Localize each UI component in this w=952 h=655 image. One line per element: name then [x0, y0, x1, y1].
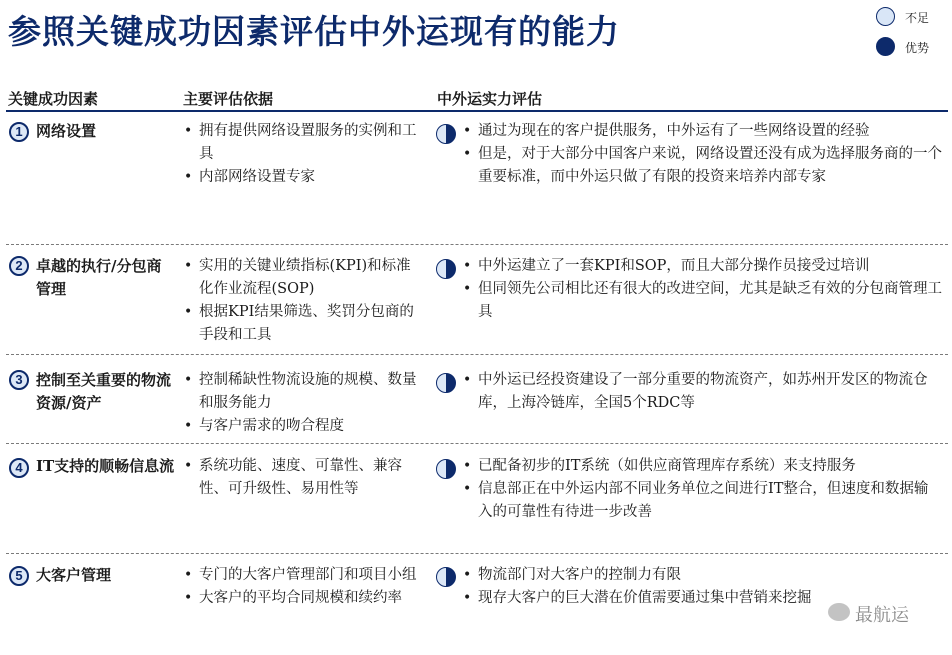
factor-label: 控制至关重要的物流资源/资产	[36, 371, 172, 412]
number-badge: 3	[9, 370, 29, 390]
number-badge: 2	[9, 256, 29, 276]
criteria-item: • 专门的大客户管理部门和项目小组	[183, 564, 421, 587]
number-badge: 4	[9, 458, 29, 478]
legend-advantage-label: 优势	[905, 41, 930, 55]
advantage-circle-icon	[876, 37, 895, 56]
header-factor: 关键成功因素	[8, 90, 99, 108]
half-circle-rating-icon	[436, 459, 456, 479]
assessment-item: • 信息部正在中外运内部不同业务单位之间进行IT整合，但速度和数据输入的可靠性有待进一步改善	[462, 478, 942, 524]
row-divider	[6, 244, 948, 245]
assessment-item: • 中外运建立了一套KPI和SOP，而且大部分操作员接受过培训	[462, 255, 942, 278]
assessment-list	[462, 255, 942, 324]
page-title: 参照关键成功因素评估中外运现有的能力	[8, 12, 620, 51]
criteria-item: • 内部网络设置专家	[183, 166, 421, 189]
criteria-item: • 根据KPI结果筛选、奖罚分包商的手段和工具	[183, 301, 421, 347]
criteria-item: • 控制稀缺性物流设施的规模、数量和服务能力	[183, 369, 421, 415]
row-divider	[6, 354, 948, 355]
assessment-item: • 物流部门对大客户的控制力有限	[462, 564, 942, 587]
assessment-item: • 通过为现在的客户提供服务，中外运有了一些网络设置的经验	[462, 120, 942, 143]
half-circle-rating-icon	[436, 567, 456, 587]
criteria-list	[183, 455, 421, 501]
number-badge: 5	[9, 566, 29, 586]
row-divider	[6, 443, 948, 444]
criteria-item: • 系统功能、速度、可靠性、兼容性、可升级性、易用性等	[183, 455, 421, 501]
criteria-item: • 实用的关键业绩指标(KPI)和标准化作业流程(SOP)	[183, 255, 421, 301]
lack-circle-icon	[876, 7, 895, 26]
assessment-list	[462, 369, 942, 415]
number-badge: 1	[9, 122, 29, 142]
criteria-item: • 拥有提供网络设置服务的实例和工具	[183, 120, 421, 166]
factor-label: IT支持的顺畅信息流	[36, 457, 175, 475]
wechat-icon	[828, 603, 850, 621]
assessment-list	[462, 120, 942, 189]
assessment-item: • 已配备初步的IT系统（如供应商管理库存系统）来支持服务	[462, 455, 942, 478]
assessment-item: • 但同领先公司相比还有很大的改进空间，尤其是缺乏有效的分包商管理工具	[462, 278, 942, 324]
criteria-list	[183, 255, 421, 347]
criteria-list	[183, 120, 421, 189]
legend-lack-label: 不足	[905, 11, 930, 25]
header-criteria: 主要评估依据	[183, 90, 274, 108]
assessment-list	[462, 455, 942, 524]
assessment-item: • 现存大客户的巨大潜在价值需要通过集中营销来挖掘	[462, 587, 942, 610]
header-divider	[6, 110, 948, 112]
factor-label: 大客户管理	[36, 566, 112, 584]
half-circle-rating-icon	[436, 373, 456, 393]
assessment-item: • 但是，对于大部分中国客户来说，网络设置还没有成为选择服务商的一个重要标准，而中外运只做了有限的投资来培养内部专家	[462, 143, 942, 189]
criteria-item: • 与客户需求的吻合程度	[183, 415, 421, 438]
half-circle-rating-icon	[436, 124, 456, 144]
row-divider	[6, 553, 948, 554]
criteria-list	[183, 369, 421, 438]
assessment-item: • 中外运已经投资建设了一部分重要的物流资产，如苏州开发区的物流仓库，上海冷链库，全国5个RDC等	[462, 369, 942, 415]
criteria-list	[183, 564, 421, 610]
watermark-text: 最航运	[855, 605, 909, 626]
header-assessment: 中外运实力评估	[437, 90, 543, 108]
criteria-item: • 大客户的平均合同规模和续约率	[183, 587, 421, 610]
factor-label: 卓越的执行/分包商管理	[36, 257, 162, 298]
factor-label: 网络设置	[36, 122, 97, 140]
half-circle-rating-icon	[436, 259, 456, 279]
